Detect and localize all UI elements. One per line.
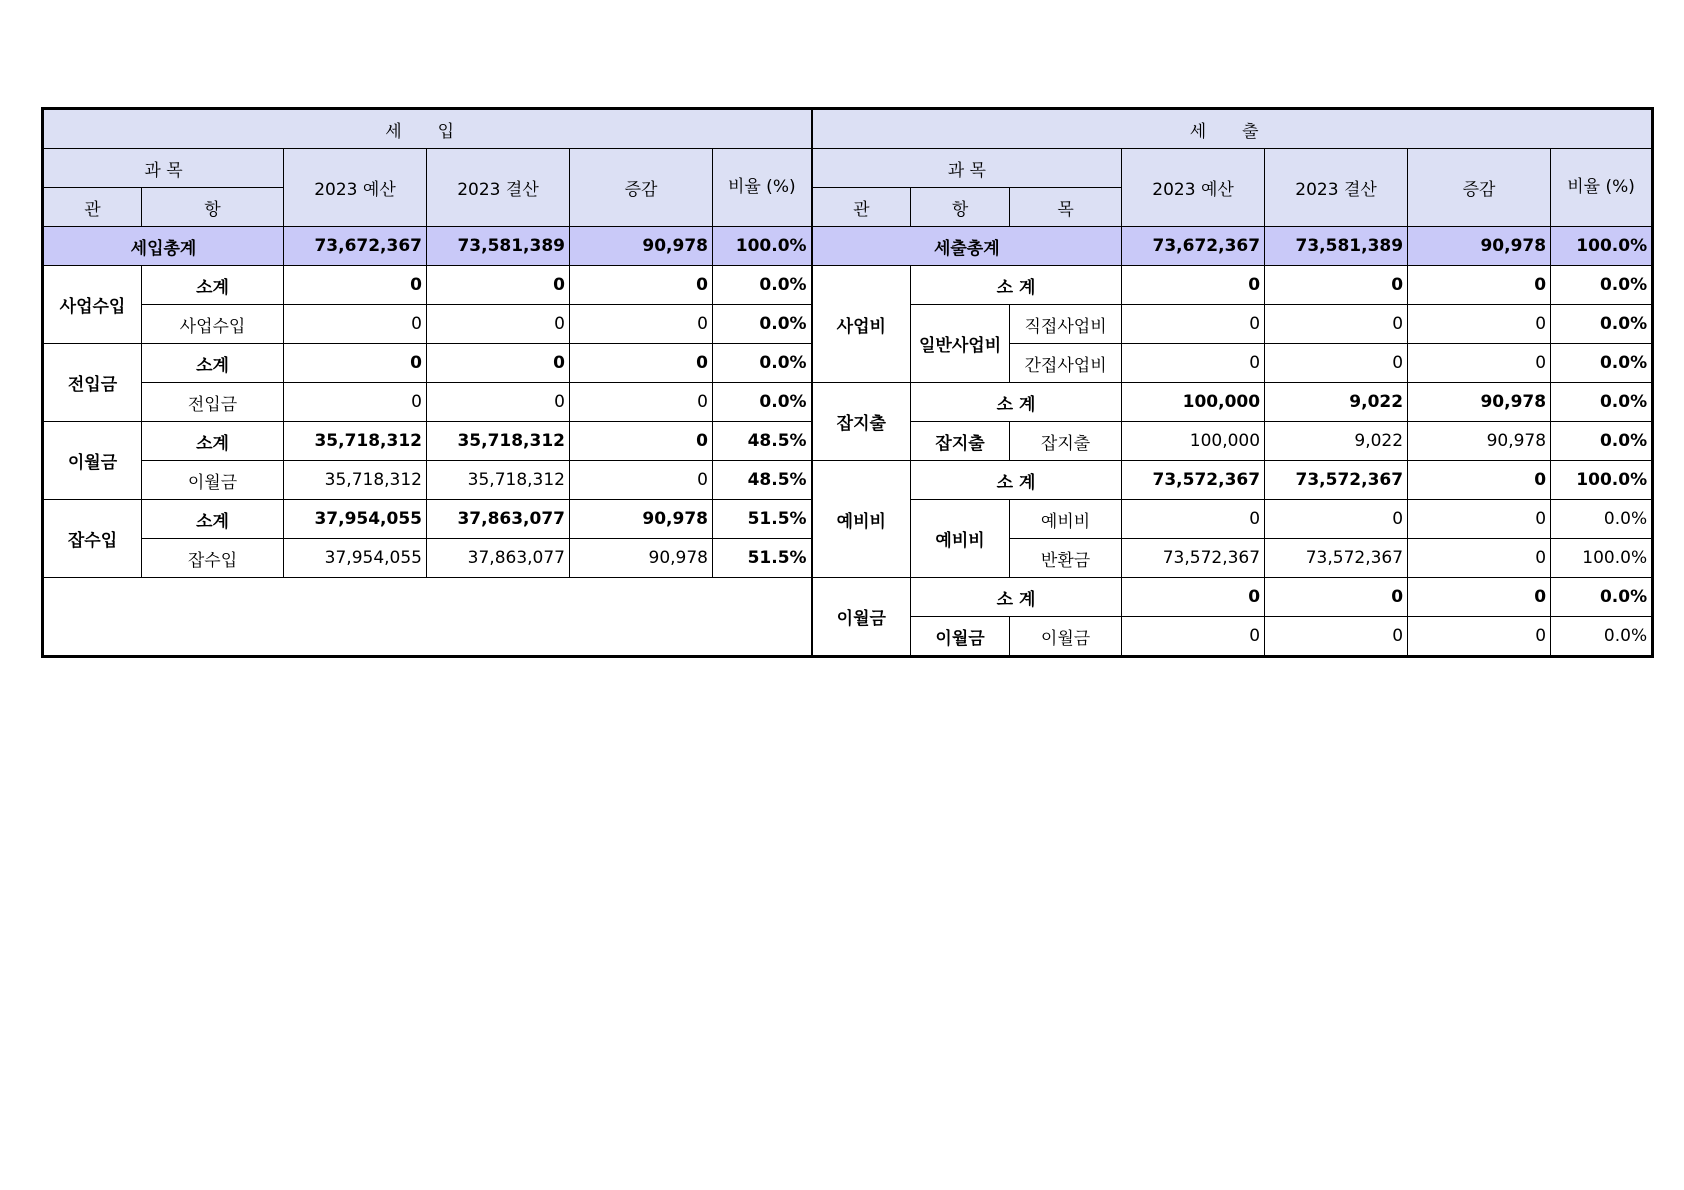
expense-subtotal-budget: 0 <box>1122 266 1265 305</box>
expense-subtotal-change: 0 <box>1408 266 1551 305</box>
income-total-change: 90,978 <box>570 227 713 266</box>
income-subtotal-label: 소계 <box>142 422 284 461</box>
expense-subtotal-settlement: 0 <box>1265 578 1408 617</box>
income-empty-area <box>43 578 812 657</box>
column-header-row <box>43 149 1653 188</box>
income-subtotal-rate: 0.0% <box>713 266 812 305</box>
expense-item-label: 이월금 <box>1010 617 1122 657</box>
expense-subtotal-change: 0 <box>1408 461 1551 500</box>
income-item-rate: 51.5% <box>713 539 812 578</box>
expense-subtotal-budget: 73,572,367 <box>1122 461 1265 500</box>
expense-subtotal-label: 소 계 <box>911 383 1122 422</box>
income-subtotal-settlement: 0 <box>427 266 570 305</box>
expense-item-rate: 0.0% <box>1551 422 1653 461</box>
income-item-change: 0 <box>570 383 713 422</box>
income-subtotal-budget: 0 <box>284 266 427 305</box>
income-subtotal-settlement: 37,863,077 <box>427 500 570 539</box>
income-gwan-cell: 사업수입 <box>43 266 142 344</box>
expense-gwan-cell: 잡지출 <box>812 383 911 461</box>
expense-item-label: 직접사업비 <box>1010 305 1122 344</box>
expense-total-change: 90,978 <box>1408 227 1551 266</box>
income-item-budget: 0 <box>284 305 427 344</box>
income-subtotal-change: 0 <box>570 422 713 461</box>
income-total-rate: 100.0% <box>713 227 812 266</box>
income-gwan-cell: 잡수입 <box>43 500 142 578</box>
expense-item-budget: 0 <box>1122 500 1265 539</box>
expense-hang-cell: 잡지출 <box>911 422 1010 461</box>
expense-item-change: 0 <box>1408 305 1551 344</box>
expense-subtotal-settlement: 73,572,367 <box>1265 461 1408 500</box>
expense-item-settlement: 0 <box>1265 500 1408 539</box>
expense-budget-header: 2023 예산 <box>1122 149 1265 227</box>
expense-item-rate: 0.0% <box>1551 344 1653 383</box>
income-hang-header: 항 <box>142 188 284 227</box>
expense-mok-header: 목 <box>1010 188 1122 227</box>
expense-subtotal-label: 소 계 <box>911 461 1122 500</box>
expense-item-settlement: 0 <box>1265 617 1408 657</box>
expense-hang-header: 항 <box>911 188 1010 227</box>
expense-gwan-header: 관 <box>812 188 911 227</box>
income-subtotal-budget: 35,718,312 <box>284 422 427 461</box>
income-gwan-cell: 전입금 <box>43 344 142 422</box>
income-rate-header: 비율 (%) <box>713 149 812 227</box>
income-item-budget: 35,718,312 <box>284 461 427 500</box>
budget-settlement-table <box>41 107 1654 658</box>
expense-item-budget: 0 <box>1122 617 1265 657</box>
income-budget-header: 2023 예산 <box>284 149 427 227</box>
income-subtotal-rate: 48.5% <box>713 422 812 461</box>
table-row <box>43 383 1653 422</box>
expense-hang-cell: 일반사업비 <box>911 305 1010 383</box>
income-subtotal-change: 0 <box>570 344 713 383</box>
total-row <box>43 227 1653 266</box>
expense-item-settlement: 0 <box>1265 344 1408 383</box>
income-item-change: 0 <box>570 305 713 344</box>
expense-item-settlement: 9,022 <box>1265 422 1408 461</box>
expense-item-settlement: 73,572,367 <box>1265 539 1408 578</box>
income-subtotal-label: 소계 <box>142 500 284 539</box>
table-row <box>43 578 1653 617</box>
income-item-label: 전입금 <box>142 383 284 422</box>
income-settlement-header: 2023 결산 <box>427 149 570 227</box>
expense-item-budget: 0 <box>1122 344 1265 383</box>
expense-subtotal-budget: 100,000 <box>1122 383 1265 422</box>
income-total-label: 세입총계 <box>43 227 284 266</box>
income-change-header: 증감 <box>570 149 713 227</box>
expense-subtotal-settlement: 0 <box>1265 266 1408 305</box>
expense-subtotal-budget: 0 <box>1122 578 1265 617</box>
income-total-settlement: 73,581,389 <box>427 227 570 266</box>
expense-item-rate: 0.0% <box>1551 305 1653 344</box>
expense-settlement-header: 2023 결산 <box>1265 149 1408 227</box>
expense-item-rate: 0.0% <box>1551 617 1653 657</box>
expense-subtotal-change: 90,978 <box>1408 383 1551 422</box>
income-item-label: 이월금 <box>142 461 284 500</box>
expense-item-label: 잡지출 <box>1010 422 1122 461</box>
income-item-rate: 48.5% <box>713 461 812 500</box>
income-subtotal-label: 소계 <box>142 266 284 305</box>
income-title: 세 입 <box>43 109 812 149</box>
expense-change-header: 증감 <box>1408 149 1551 227</box>
income-item-rate: 0.0% <box>713 383 812 422</box>
income-subtotal-change: 90,978 <box>570 500 713 539</box>
expense-subject-header: 과 목 <box>812 149 1122 188</box>
income-subject-header: 과 목 <box>43 149 284 188</box>
income-item-settlement: 37,863,077 <box>427 539 570 578</box>
expense-item-change: 0 <box>1408 539 1551 578</box>
income-total-budget: 73,672,367 <box>284 227 427 266</box>
expense-gwan-cell: 이월금 <box>812 578 911 657</box>
income-gwan-cell: 이월금 <box>43 422 142 500</box>
expense-subtotal-rate: 100.0% <box>1551 461 1653 500</box>
expense-item-label: 예비비 <box>1010 500 1122 539</box>
expense-gwan-cell: 예비비 <box>812 461 911 578</box>
expense-item-change: 0 <box>1408 617 1551 657</box>
expense-item-label: 반환금 <box>1010 539 1122 578</box>
income-subtotal-settlement: 0 <box>427 344 570 383</box>
income-item-rate: 0.0% <box>713 305 812 344</box>
income-subtotal-budget: 37,954,055 <box>284 500 427 539</box>
income-subtotal-budget: 0 <box>284 344 427 383</box>
expense-gwan-cell: 사업비 <box>812 266 911 383</box>
income-subtotal-rate: 51.5% <box>713 500 812 539</box>
income-subtotal-rate: 0.0% <box>713 344 812 383</box>
expense-item-rate: 0.0% <box>1551 500 1653 539</box>
expense-hang-cell: 이월금 <box>911 617 1010 657</box>
table-row <box>43 266 1653 305</box>
income-item-label: 잡수입 <box>142 539 284 578</box>
income-item-settlement: 0 <box>427 305 570 344</box>
expense-subtotal-label: 소 계 <box>911 266 1122 305</box>
expense-title: 세 출 <box>812 109 1653 149</box>
expense-subtotal-rate: 0.0% <box>1551 383 1653 422</box>
income-subtotal-change: 0 <box>570 266 713 305</box>
income-subtotal-label: 소계 <box>142 344 284 383</box>
expense-item-change: 0 <box>1408 500 1551 539</box>
expense-item-budget: 0 <box>1122 305 1265 344</box>
expense-item-change: 0 <box>1408 344 1551 383</box>
expense-subtotal-rate: 0.0% <box>1551 578 1653 617</box>
table-row <box>43 461 1653 500</box>
expense-item-budget: 100,000 <box>1122 422 1265 461</box>
expense-item-rate: 100.0% <box>1551 539 1653 578</box>
expense-total-label: 세출총계 <box>812 227 1122 266</box>
expense-item-change: 90,978 <box>1408 422 1551 461</box>
income-item-change: 90,978 <box>570 539 713 578</box>
income-gwan-header: 관 <box>43 188 142 227</box>
expense-subtotal-settlement: 9,022 <box>1265 383 1408 422</box>
expense-total-settlement: 73,581,389 <box>1265 227 1408 266</box>
income-item-change: 0 <box>570 461 713 500</box>
income-item-settlement: 0 <box>427 383 570 422</box>
expense-total-budget: 73,672,367 <box>1122 227 1265 266</box>
expense-item-label: 간접사업비 <box>1010 344 1122 383</box>
expense-total-rate: 100.0% <box>1551 227 1653 266</box>
income-item-label: 사업수입 <box>142 305 284 344</box>
expense-subtotal-change: 0 <box>1408 578 1551 617</box>
expense-rate-header: 비율 (%) <box>1551 149 1653 227</box>
expense-item-budget: 73,572,367 <box>1122 539 1265 578</box>
income-subtotal-settlement: 35,718,312 <box>427 422 570 461</box>
income-item-budget: 37,954,055 <box>284 539 427 578</box>
expense-item-settlement: 0 <box>1265 305 1408 344</box>
income-item-budget: 0 <box>284 383 427 422</box>
income-item-settlement: 35,718,312 <box>427 461 570 500</box>
section-title-row <box>43 109 1653 149</box>
expense-hang-cell: 예비비 <box>911 500 1010 578</box>
expense-subtotal-label: 소 계 <box>911 578 1122 617</box>
expense-subtotal-rate: 0.0% <box>1551 266 1653 305</box>
